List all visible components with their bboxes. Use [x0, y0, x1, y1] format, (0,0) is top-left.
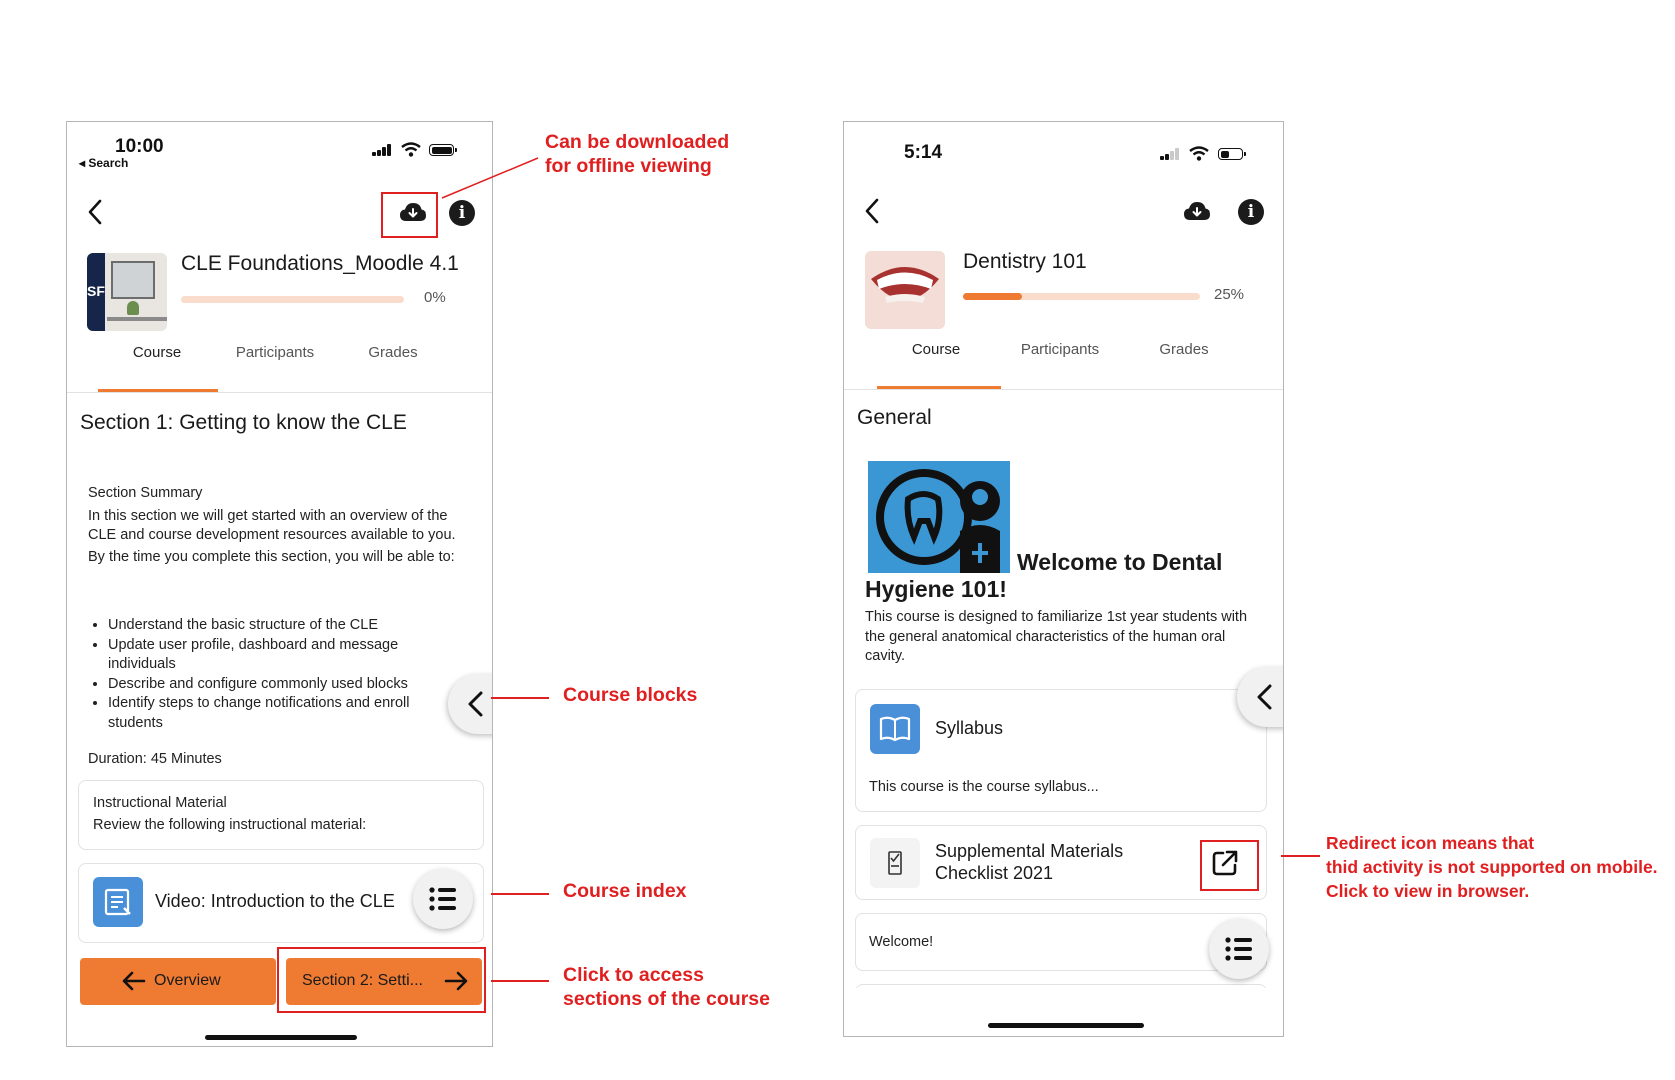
info-icon[interactable]: i: [1238, 199, 1264, 225]
overview-button[interactable]: [80, 958, 276, 1005]
list-item: • Identify steps to change notifications and enroll students: [108, 694, 458, 733]
annotation-course-index: Course index: [563, 880, 687, 902]
course-description: This course is designed to familiarize 1st year students with the general anatomical characteristics of the human oral cavity.: [865, 609, 1248, 664]
cellular-signal-icon: [372, 144, 394, 156]
course-blocks-callout-line: [491, 697, 549, 699]
progress-percent: 0%: [424, 289, 446, 306]
summary-heading: Section Summary: [88, 485, 203, 501]
home-indicator: [988, 1023, 1144, 1028]
course-title: CLE Foundations_Moodle 4.1: [181, 252, 459, 275]
bottom-safe-area: [844, 988, 1284, 1037]
course-progress-bar: [963, 293, 1200, 300]
supplemental-title-line1[interactable]: Supplemental Materials: [935, 841, 1124, 861]
syllabus-card[interactable]: [855, 689, 1267, 812]
course-index-callout-line: [491, 893, 549, 895]
welcome-heading-line2: Hygiene 101!: [865, 576, 1007, 602]
course-index-button[interactable]: [1209, 919, 1269, 979]
welcome-card-label: Welcome!: [869, 934, 934, 950]
course-blocks-toggle[interactable]: [448, 674, 493, 734]
book-icon: [870, 704, 920, 754]
annotation-sections-line1: Click to access: [563, 964, 704, 986]
sections-callout-line: [491, 980, 549, 982]
dental-course-image: [868, 461, 1010, 573]
course-title: Dentistry 101: [963, 250, 1087, 273]
page-icon: [93, 877, 143, 927]
next-section-button-label: Section 2: Setti...: [302, 972, 423, 989]
cellular-signal-icon: [1160, 148, 1182, 160]
course-index-button[interactable]: [413, 869, 473, 929]
course-progress-bar: [181, 296, 404, 303]
welcome-heading-line1: Welcome to Dental: [1017, 549, 1223, 575]
battery-icon: [1218, 148, 1243, 160]
wifi-icon: [1189, 146, 1209, 161]
cloud-download-icon[interactable]: [1183, 200, 1211, 222]
home-indicator: [205, 1035, 357, 1040]
download-highlight-box: [381, 192, 438, 238]
status-time: 5:14: [904, 142, 943, 163]
back-to-search-link[interactable]: ◂ Search: [79, 156, 129, 170]
supplemental-title-line2[interactable]: Checklist 2021: [935, 863, 1054, 883]
info-icon[interactable]: i: [449, 200, 475, 226]
list-item: • Describe and configure commonly used blocks: [108, 675, 458, 695]
redirect-callout-line: [1281, 855, 1320, 857]
tab-grades[interactable]: Grades: [368, 344, 418, 361]
tab-grades[interactable]: Grades: [1159, 341, 1209, 358]
right-phone-screen: [843, 121, 1284, 1037]
tab-divider: [67, 392, 492, 393]
course-index-icon: [413, 869, 473, 929]
course-blocks-toggle[interactable]: [1237, 667, 1284, 727]
summary-paragraph-1: In this section we will get started with an overview of the CLE and course development resources available to you.: [88, 507, 456, 543]
instructional-material-card: [78, 780, 484, 850]
annotation-download-line1: Can be downloaded: [545, 131, 730, 153]
annotation-download-line2: for offline viewing: [545, 155, 712, 177]
section-title: Section 1: Getting to know the CLE: [80, 411, 407, 434]
next-section-highlight-box: [277, 947, 486, 1013]
chevron-left-icon: [448, 674, 493, 734]
checklist-icon: [870, 838, 920, 888]
duration-text: Duration: 45 Minutes: [88, 751, 222, 767]
download-callout-line: [440, 156, 540, 200]
video-module-title[interactable]: Video: Introduction to the CLE: [155, 891, 395, 911]
syllabus-title[interactable]: Syllabus: [935, 718, 1004, 738]
back-arrow-icon[interactable]: [864, 198, 880, 224]
tab-divider: [844, 389, 1283, 390]
welcome-card[interactable]: [855, 913, 1267, 971]
tab-participants[interactable]: Participants: [235, 344, 315, 361]
summary-paragraph-2: By the time you complete this section, you will be able to:: [88, 548, 455, 565]
chevron-left-icon: [1237, 667, 1284, 727]
annotation-redirect-line3: Click to view in browser.: [1326, 881, 1530, 901]
overview-button-label: Overview: [154, 972, 221, 989]
course-index-icon: [1209, 919, 1269, 979]
redirect-highlight-box: [1200, 840, 1259, 891]
wifi-icon: [401, 142, 421, 157]
annotation-redirect-line1: Redirect icon means that: [1326, 833, 1535, 853]
syllabus-description: This course is the course syllabus...: [869, 779, 1099, 795]
arrow-left-icon: [122, 971, 146, 991]
list-item: • Understand the basic structure of the CLE: [108, 616, 458, 636]
label-card-title: Instructional Material: [93, 795, 227, 811]
status-time: 10:00: [115, 136, 164, 157]
annotation-redirect-line2: thid activity is not supported on mobile.: [1326, 857, 1658, 877]
tab-course[interactable]: Course: [132, 344, 182, 361]
annotation-course-blocks: Course blocks: [563, 684, 698, 706]
tab-participants[interactable]: Participants: [1020, 341, 1100, 358]
objectives-list: [88, 616, 458, 733]
battery-icon: [429, 144, 454, 156]
back-arrow-icon[interactable]: [87, 199, 103, 225]
progress-percent: 25%: [1214, 286, 1245, 303]
tab-course[interactable]: Course: [911, 341, 961, 358]
section-title: General: [857, 406, 932, 429]
list-item: • Update user profile, dashboard and message individuals: [108, 636, 458, 675]
label-card-text: Review the following instructional material:: [93, 817, 367, 833]
annotation-sections-line2: sections of the course: [563, 988, 770, 1010]
left-phone-screen: [66, 121, 493, 1047]
section-summary: [88, 484, 478, 567]
course-thumbnail: SF: [87, 253, 167, 331]
course-thumbnail: [865, 251, 945, 329]
